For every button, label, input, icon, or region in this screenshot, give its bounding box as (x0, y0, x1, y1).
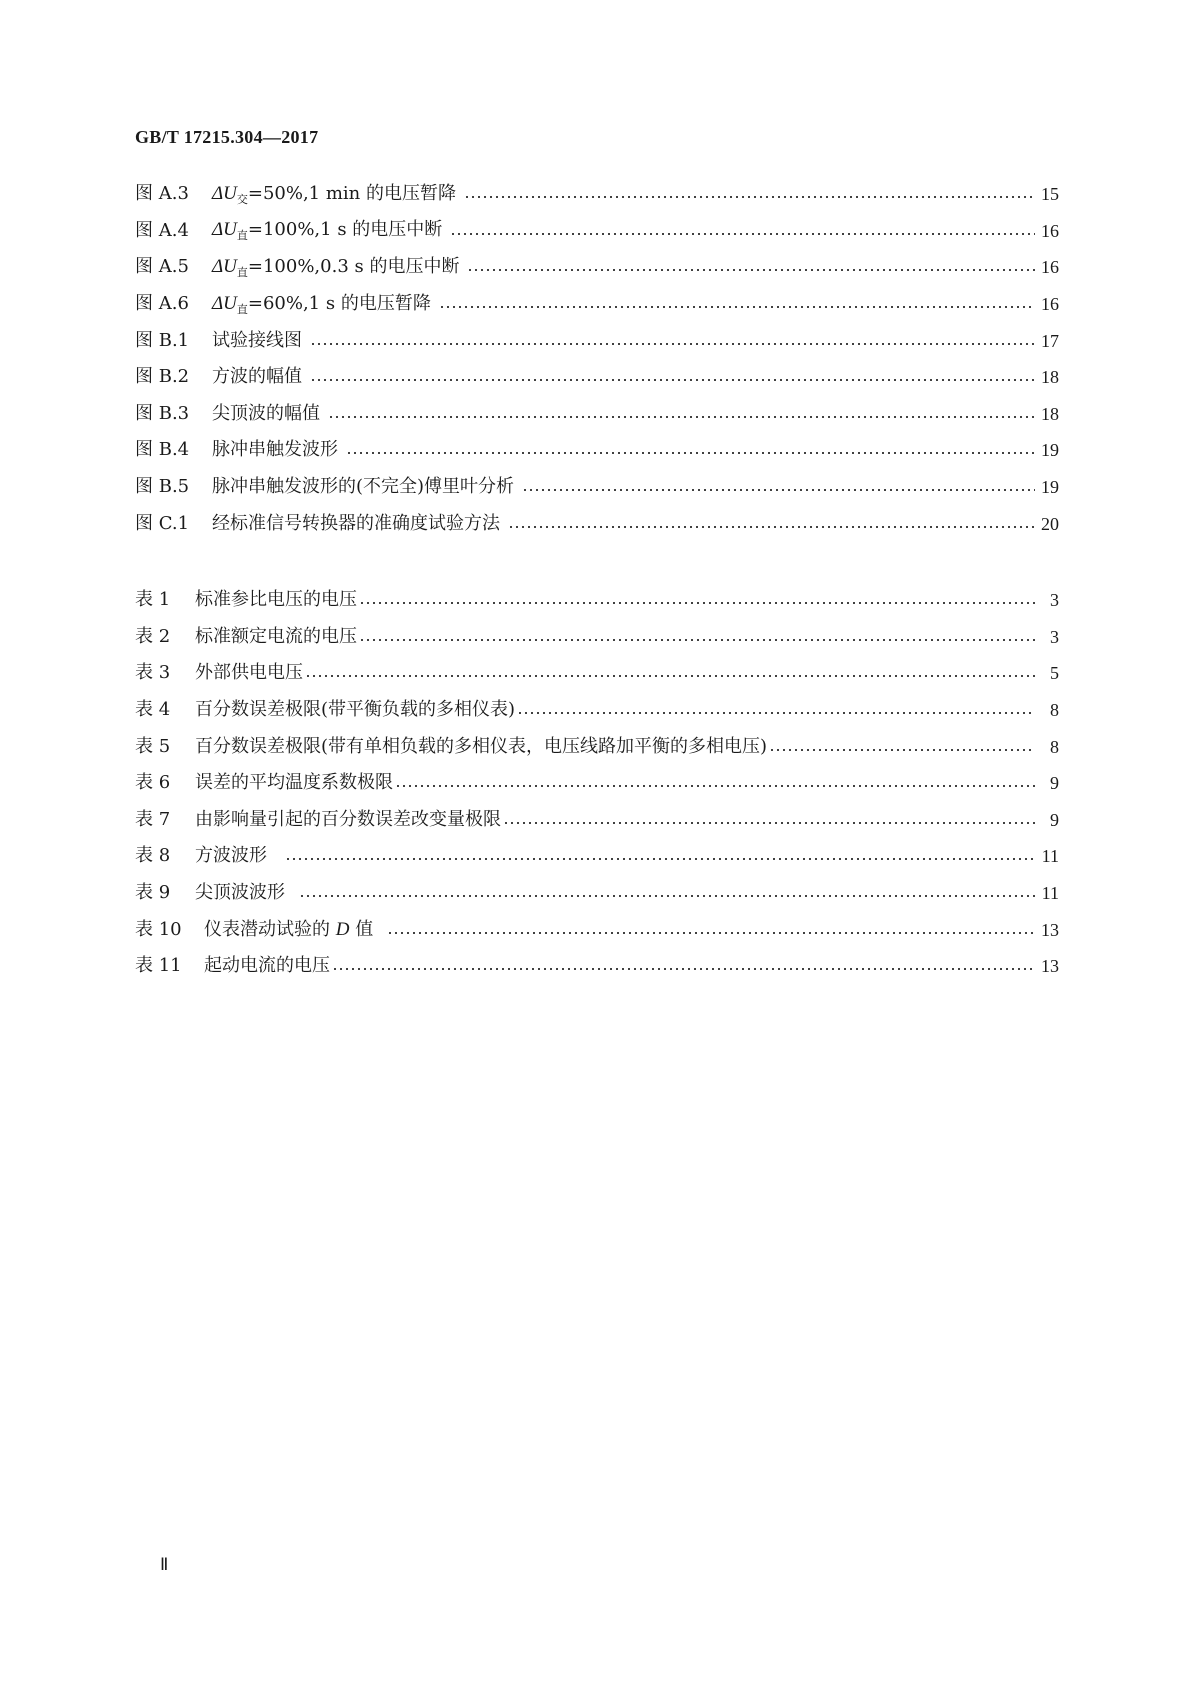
dot-leader (450, 233, 1035, 235)
toc-entry-number: 表 5 (135, 735, 171, 757)
toc-entry-page: 8 (1050, 700, 1059, 721)
toc-entry-title (212, 294, 431, 315)
toc-entry-page: 16 (1041, 257, 1059, 278)
toc-entry-number: 图 A.3 (135, 183, 189, 205)
toc-entry-number: 图 A.5 (135, 256, 189, 278)
toc-entry-title (212, 184, 456, 205)
toc-entry-figure-a5[interactable] (135, 249, 1059, 286)
toc-entry-figure-a6[interactable] (135, 286, 1059, 323)
toc-entry-page: 15 (1041, 184, 1059, 205)
toc-entry-number: 表 8 (135, 845, 171, 867)
toc-entry-table-2[interactable] (135, 619, 1059, 656)
subscript: 直 (236, 229, 248, 243)
toc-entry-title: 标准参比电压的电压 (195, 589, 357, 611)
toc-entry-number: 表 4 (135, 699, 171, 721)
toc-entry-page: 20 (1041, 513, 1059, 534)
toc-entry-page: 18 (1041, 367, 1059, 388)
toc-entry-number: 图 C.1 (135, 512, 190, 534)
toc-entry-page: 9 (1050, 809, 1059, 830)
toc-entry-number: 图 B.5 (135, 476, 190, 498)
toc-entry-page: 16 (1041, 294, 1059, 315)
subscript: 直 (236, 265, 248, 279)
dot-leader (467, 269, 1035, 271)
toc-entry-title: 方波的幅值 (212, 366, 302, 388)
toc-entry-title-rest: =100%,1 s 的电压中断 (247, 219, 443, 241)
page-number: Ⅱ (160, 1555, 169, 1574)
toc-entry-title: 误差的平均温度系数极限 (195, 772, 393, 794)
dot-leader (464, 196, 1035, 198)
toc-entry-title-start: 仪表潜动试验的 (204, 919, 336, 941)
toc-entry-number: 图 A.4 (135, 219, 189, 241)
dot-leader (305, 675, 1035, 677)
toc-entry-title: 尖顶波的幅值 (212, 402, 320, 424)
toc-entry-page: 16 (1041, 220, 1059, 241)
toc-entry-page: 19 (1041, 477, 1059, 498)
delta-u-symbol: ΔU (212, 292, 237, 314)
toc-entry-title: 方波波形 (195, 845, 267, 867)
toc-entry-page: 3 (1050, 626, 1059, 647)
variable-d: D (335, 919, 350, 941)
toc-entry-figure-b3[interactable] (135, 396, 1059, 433)
toc-entry-figure-a4[interactable] (135, 213, 1059, 250)
toc-entry-figure-c1[interactable] (135, 505, 1059, 542)
dot-leader (387, 932, 1035, 934)
toc-entry-number: 表 7 (135, 808, 171, 830)
toc-entry-number: 图 B.1 (135, 329, 190, 351)
toc-entry-figure-b2[interactable] (135, 359, 1059, 396)
toc-entry-table-11[interactable] (135, 948, 1059, 985)
toc-entry-title-rest: 值 (349, 919, 374, 941)
dot-leader (310, 343, 1035, 345)
dot-leader (517, 712, 1035, 714)
subscript: 交 (236, 192, 248, 206)
toc-entry-number: 表 6 (135, 772, 171, 794)
dot-leader (285, 858, 1035, 860)
toc-entry-number: 图 B.2 (135, 366, 190, 388)
toc-entry-number: 表 9 (135, 882, 171, 904)
toc-entry-title-rest: =100%,0.3 s 的电压中断 (247, 255, 460, 277)
toc-entry-page: 18 (1041, 403, 1059, 424)
toc-entry-number: 表 1 (135, 589, 171, 611)
dot-leader (299, 895, 1035, 897)
toc-entry-title: 百分数误差极限(带平衡负载的多相仪表) (195, 699, 516, 721)
toc-entry-title: 尖顶波波形 (195, 882, 285, 904)
toc-entry-title: 由影响量引起的百分数误差改变量极限 (195, 808, 501, 830)
standard-code-header: GB/T 17215.304—2017 (135, 127, 319, 147)
toc-entry-table-6[interactable] (135, 765, 1059, 802)
toc-entry-page: 11 (1041, 846, 1059, 867)
dot-leader (359, 602, 1035, 604)
toc-entry-table-9[interactable] (135, 875, 1059, 912)
toc-entry-page: 13 (1041, 919, 1059, 940)
toc-entry-page: 13 (1041, 956, 1059, 977)
delta-u-symbol: ΔU (212, 219, 237, 241)
figure-list (135, 176, 1059, 542)
toc-entry-title-rest: =60%,1 s 的电压暂降 (247, 292, 431, 314)
toc-entry-number: 表 10 (135, 918, 182, 940)
toc-entry-page: 9 (1050, 773, 1059, 794)
toc-entry-table-7[interactable] (135, 802, 1059, 839)
dot-leader (439, 306, 1035, 308)
dot-leader (503, 822, 1035, 824)
toc-entry-page: 17 (1041, 330, 1059, 351)
delta-u-symbol: ΔU (212, 255, 237, 277)
toc-entry-figure-b4[interactable] (135, 432, 1059, 469)
toc-entry-table-8[interactable] (135, 838, 1059, 875)
toc-entry-page: 3 (1050, 590, 1059, 611)
dot-leader (769, 749, 1035, 751)
toc-entry-table-1[interactable] (135, 582, 1059, 619)
toc-entry-number: 图 B.3 (135, 402, 190, 424)
toc-entry-figure-b1[interactable] (135, 322, 1059, 359)
dot-leader (310, 379, 1035, 381)
toc-entry-title (212, 220, 442, 241)
toc-entry-page: 19 (1041, 440, 1059, 461)
toc-entry-title: 经标准信号转换器的准确度试验方法 (212, 512, 500, 534)
toc-entry-number: 图 B.4 (135, 439, 190, 461)
toc-entry-title: 脉冲串触发波形的(不完全)傅里叶分析 (212, 476, 515, 498)
dot-leader (395, 785, 1035, 787)
toc-entry-title: 脉冲串触发波形 (212, 439, 338, 461)
toc-entry-page: 11 (1041, 883, 1059, 904)
toc-entry-figure-a3[interactable] (135, 176, 1059, 213)
toc-entry-page: 8 (1050, 736, 1059, 757)
toc-entry-title: 起动电流的电压 (204, 955, 330, 977)
subscript: 直 (236, 302, 248, 316)
dot-leader (359, 639, 1035, 641)
toc-entry-number: 表 2 (135, 625, 171, 647)
toc-entry-table-5[interactable] (135, 728, 1059, 765)
toc-entry-title: 标准额定电流的电压 (195, 625, 357, 647)
toc-entry-number: 图 A.6 (135, 293, 189, 315)
dot-leader (522, 489, 1035, 491)
dot-leader (328, 416, 1035, 418)
toc-entry-figure-b5[interactable] (135, 469, 1059, 506)
toc-entry-title: 百分数误差极限(带有单相负载的多相仪表，电压线路加平衡的多相电压) (195, 735, 768, 757)
toc-entry-title (204, 920, 373, 939)
toc-entry-title: 外部供电电压 (195, 662, 303, 684)
table-list (135, 582, 1059, 985)
toc-entry-table-10[interactable] (135, 911, 1059, 948)
toc-entry-table-3[interactable] (135, 655, 1059, 692)
delta-u-symbol: ΔU (212, 182, 237, 204)
toc-entry-title-rest: =50%,1 min 的电压暂降 (247, 182, 456, 204)
toc-entry-number: 表 11 (135, 955, 182, 977)
toc-entry-number: 表 3 (135, 662, 171, 684)
dot-leader (346, 452, 1035, 454)
toc-entry-title: 试验接线图 (212, 329, 302, 351)
dot-leader (332, 968, 1035, 970)
toc-entry-table-4[interactable] (135, 692, 1059, 729)
dot-leader (508, 526, 1035, 528)
toc-entry-page: 5 (1050, 663, 1059, 684)
toc-entry-title (212, 257, 459, 278)
